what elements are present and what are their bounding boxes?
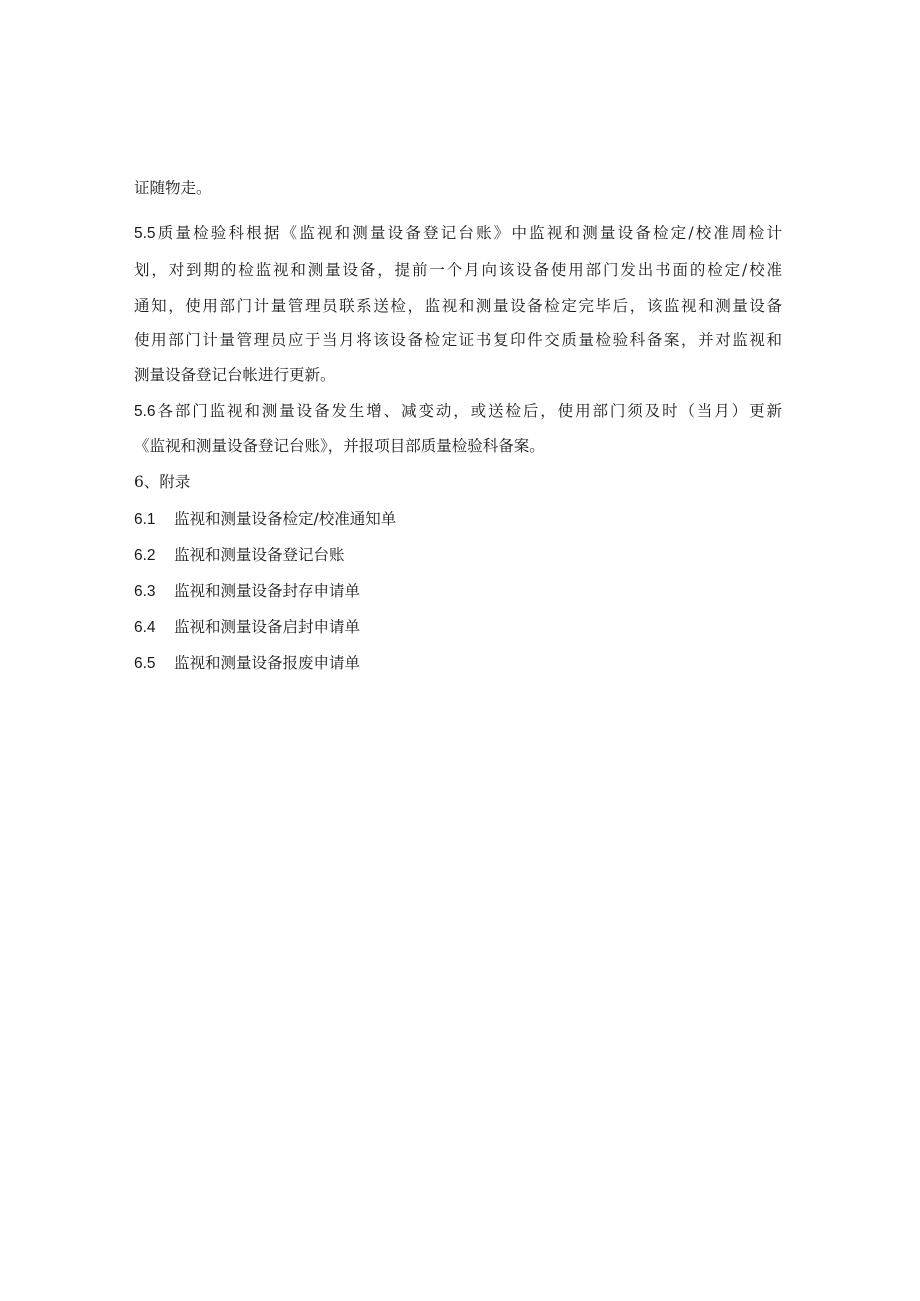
appendix-item-number: 6.5 <box>134 655 156 672</box>
section-5-5-line-5 <box>134 365 336 385</box>
section-5-5-text-1: 质量检验科根据《监视和测量设备登记台账》中监视和测量设备检定/校准周检计 <box>155 224 782 242</box>
appendix-item <box>134 545 345 566</box>
section-5-5-text-5: 测量设备登记台帐进行更新。 <box>134 366 336 384</box>
appendix-item <box>134 617 360 638</box>
section-5-6-line-2 <box>134 436 545 456</box>
appendix-item-number: 6.2 <box>134 547 156 564</box>
section-5-5-text-4: 使用部门计量管理员应于当月将该设备检定证书复印件交质量检验科备案，并对监视和 <box>134 331 782 349</box>
appendix-item-number: 6.1 <box>134 511 156 528</box>
appendix-item-number: 6.3 <box>134 583 156 600</box>
section-5-5-line-1 <box>134 223 782 244</box>
appendix-item-number: 6.4 <box>134 619 156 636</box>
section-5-5-text-3: 通知，使用部门计量管理员联系送检，监视和测量设备检定完毕后，该监视和测量设备 <box>134 297 782 315</box>
appendix-item-title: 监视和测量设备启封申请单 <box>174 618 361 636</box>
continuation-line <box>134 178 212 198</box>
section-5-6-number: 5.6 <box>134 403 156 420</box>
appendix-item <box>134 581 360 602</box>
section-5-5-number: 5.5 <box>134 225 156 242</box>
appendix-heading: 6、附录 <box>134 473 191 491</box>
appendix-item-title: 监视和测量设备封存申请单 <box>174 582 361 600</box>
appendix-item-title: 监视和测量设备报废申请单 <box>174 654 361 672</box>
section-5-6-text-2: 《监视和测量设备登记台账》，并报项目部质量检验科备案。 <box>134 437 545 455</box>
section-5-6-line-1 <box>134 401 782 422</box>
continuation-text: 证随物走。 <box>134 179 212 197</box>
section-5-5-line-2 <box>134 260 782 280</box>
section-5-5-line-3 <box>134 296 782 316</box>
appendix-item-title: 监视和测量设备检定/校准通知单 <box>174 510 397 528</box>
appendix-item <box>134 653 360 674</box>
section-5-5-line-4 <box>134 330 782 350</box>
section-5-6-text-1: 各部门监视和测量设备发生增、减变动，或送检后，使用部门须及时（当月）更新 <box>155 402 782 420</box>
section-6-heading <box>134 472 190 492</box>
appendix-item <box>134 509 396 530</box>
section-5-5-text-2: 划，对到期的检监视和测量设备，提前一个月向该设备使用部门发出书面的检定/校准 <box>134 261 782 279</box>
appendix-item-title: 监视和测量设备登记台账 <box>174 546 345 564</box>
